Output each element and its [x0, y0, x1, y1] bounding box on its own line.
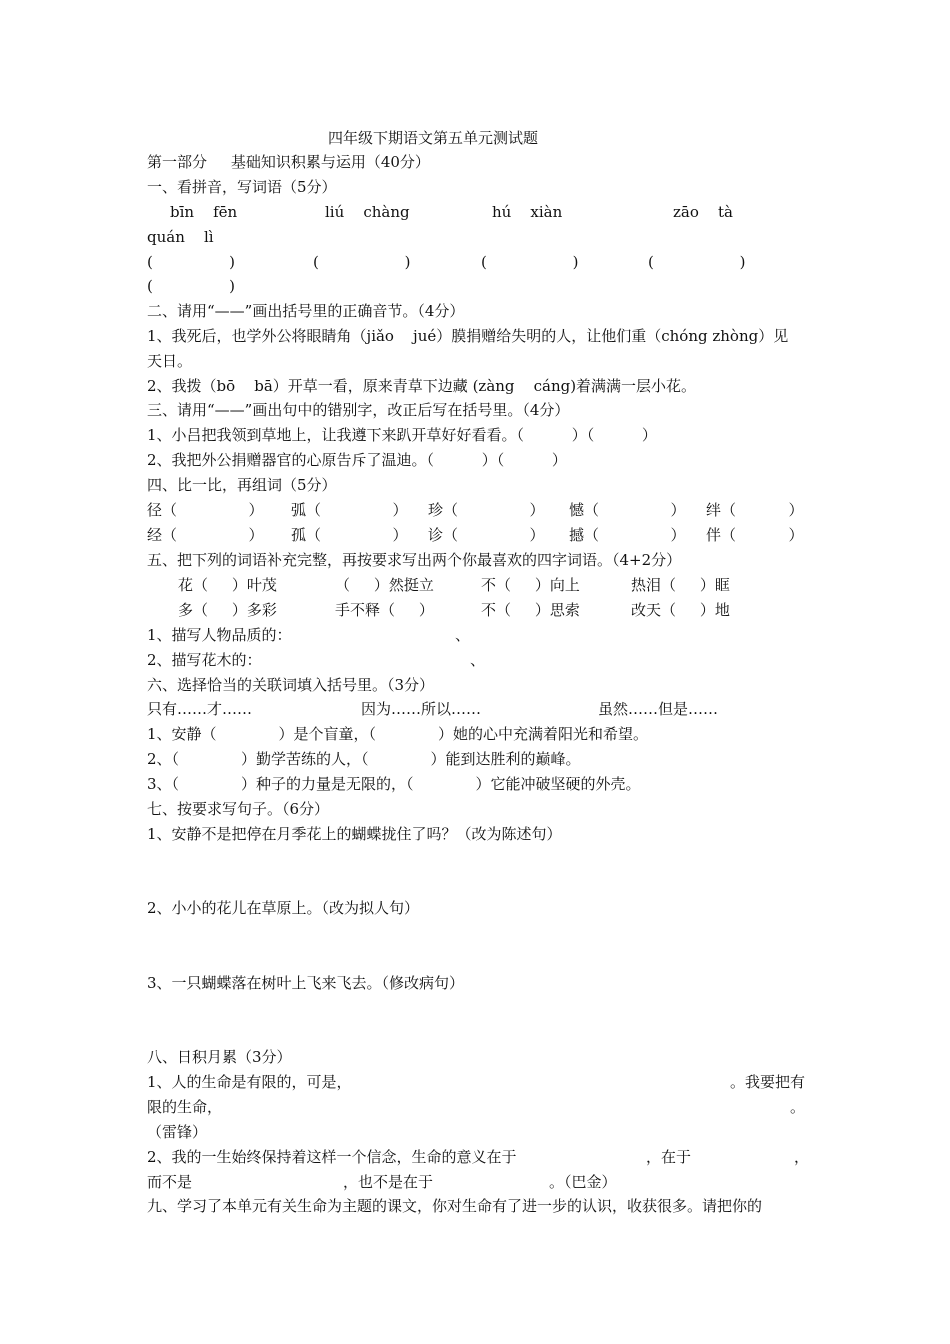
q4-word-6: 经（ ）	[147, 526, 264, 544]
q7-item-1: 1、安静不是把停在月季花上的蝴蝶拢住了吗？（改为陈述句）	[147, 825, 562, 843]
q8-item-2-end: ，	[794, 1148, 810, 1166]
q8-item-1-author: （雷锋）	[147, 1123, 208, 1141]
q6-option-2: 因为……所以……	[361, 700, 482, 718]
q2-item-1: 1、我死后，也学外公将眼睛角（jiǎo jué）膜捐赠给失明的人，让他们重（chóng zhòng）见	[147, 327, 789, 345]
q8-item-2-line2-end: 。（巴金）	[549, 1173, 617, 1191]
q4-heading: 四、比一比，再组词（5分）	[147, 476, 337, 494]
q8-item-2-line2: 而不是	[147, 1173, 193, 1191]
q4-word-5: 绊（ ）	[706, 501, 804, 519]
q5-idiom-8: 改天（ ）地	[631, 601, 730, 619]
q3-item-1: 1、小吕把我领到草地上，让我遵下来趴开草好好看看。（ ）（ ）	[147, 426, 657, 444]
q5-idiom-1: 花（ ）叶茂	[178, 576, 277, 594]
q8-item-1-line2-end: 。	[790, 1098, 806, 1116]
q6-option-3: 虽然……但是……	[598, 700, 719, 718]
q2-heading: 二、请用“——”画出括号里的正确音节。（4分）	[147, 302, 465, 320]
q7-heading: 七、按要求写句子。（6分）	[147, 800, 330, 818]
q4-word-8: 诊（ ）	[428, 526, 545, 544]
q5-sub-2-sep: 、	[470, 651, 486, 669]
q8-item-2: 2、我的一生始终保持着这样一个信念，生命的意义在于	[147, 1148, 517, 1166]
q5-sub-1-sep: 、	[455, 626, 471, 644]
q5-heading: 五、把下列的词语补充完整，再按要求写出两个你最喜欢的四字词语。（4+2分）	[147, 551, 682, 569]
q5-sub-2: 2、描写花木的：	[147, 651, 262, 669]
q5-idiom-4: 热泪（ ）眶	[631, 576, 730, 594]
q1-answer-bracket-3[interactable]: ( )	[481, 253, 579, 271]
q1-pinyin-3: hú xiàn	[492, 203, 563, 221]
q2-item-1-cont: 天日。	[147, 352, 193, 370]
q6-heading: 六、选择恰当的关联词填入括号里。（3分）	[147, 676, 435, 694]
q9-heading: 九、学习了本单元有关生命为主题的课文，你对生命有了进一步的认识，收获很多。请把你的	[147, 1197, 763, 1215]
q8-heading: 八、日积月累（3分）	[147, 1048, 292, 1066]
q4-word-1: 径（ ）	[147, 501, 264, 519]
q5-idiom-7: 不（ ）思索	[481, 601, 580, 619]
q8-item-1: 1、人的生命是有限的，可是，	[147, 1073, 352, 1091]
q1-heading: 一、看拼音，写词语（5分）	[147, 178, 337, 196]
q7-item-3: 3、一只蝴蝶落在树叶上飞来飞去。（修改病句）	[147, 974, 465, 992]
q4-word-4: 憾（ ）	[569, 501, 686, 519]
q4-word-10: 伴（ ）	[706, 526, 804, 544]
q6-item-1: 1、安静（ ）是个盲童，（ ）她的心中充满着阳光和希望。	[147, 725, 649, 743]
q8-item-2-line2-mid: ，也不是在于	[343, 1173, 434, 1191]
q6-item-2: 2、（ ）勤学苦练的人，（ ）能到达胜利的巅峰。	[147, 750, 581, 768]
q6-option-1: 只有……才……	[147, 700, 253, 718]
q7-item-2: 2、小小的花儿在草原上。（改为拟人句）	[147, 899, 420, 917]
q1-answer-bracket-5[interactable]: ( )	[147, 277, 235, 295]
q1-answer-bracket-1[interactable]: ( )	[147, 253, 235, 271]
q4-word-2: 弧（ ）	[291, 501, 408, 519]
q1-answer-bracket-2[interactable]: ( )	[313, 253, 411, 271]
q1-pinyin-4: zāo tà	[673, 203, 733, 221]
q4-word-9: 撼（ ）	[569, 526, 686, 544]
q1-pinyin-2: liú chàng	[325, 203, 410, 221]
q8-item-1-end: 。我要把有	[730, 1073, 806, 1091]
q5-idiom-6: 手不释（ ）	[335, 601, 434, 619]
q3-heading: 三、请用“——”画出句中的错别字，改正后写在括号里。（4分）	[147, 401, 570, 419]
q1-pinyin-5: quán lì	[147, 228, 214, 246]
q1-answer-bracket-4[interactable]: ( )	[648, 253, 746, 271]
q4-word-3: 珍（ ）	[428, 501, 545, 519]
q5-idiom-3: 不（ ）向上	[481, 576, 580, 594]
q8-item-2-mid: ，在于	[646, 1148, 692, 1166]
q2-item-2: 2、我拨（bō bā）开草一看，原来青草下边藏 (zàng cáng)着满满一层小花。	[147, 377, 697, 395]
q5-idiom-5: 多（ ）多彩	[178, 601, 277, 619]
q5-idiom-2: （ ）然挺立	[335, 576, 434, 594]
q5-sub-1: 1、描写人物品质的：	[147, 626, 292, 644]
q4-word-7: 孤（ ）	[291, 526, 408, 544]
page-title: 四年级下期语文第五单元测试题	[328, 129, 539, 147]
q8-item-1-line2: 限的生命，	[147, 1098, 223, 1116]
part1-heading: 第一部分 基础知识积累与运用（40分）	[147, 153, 430, 171]
q1-pinyin-1: bīn fēn	[170, 203, 238, 221]
q6-item-3: 3、（ ）种子的力量是无限的，（ ）它能冲破坚硬的外壳。	[147, 775, 641, 793]
q3-item-2: 2、我把外公捐赠器官的心原告斥了温迪。（ ）（ ）	[147, 451, 567, 469]
